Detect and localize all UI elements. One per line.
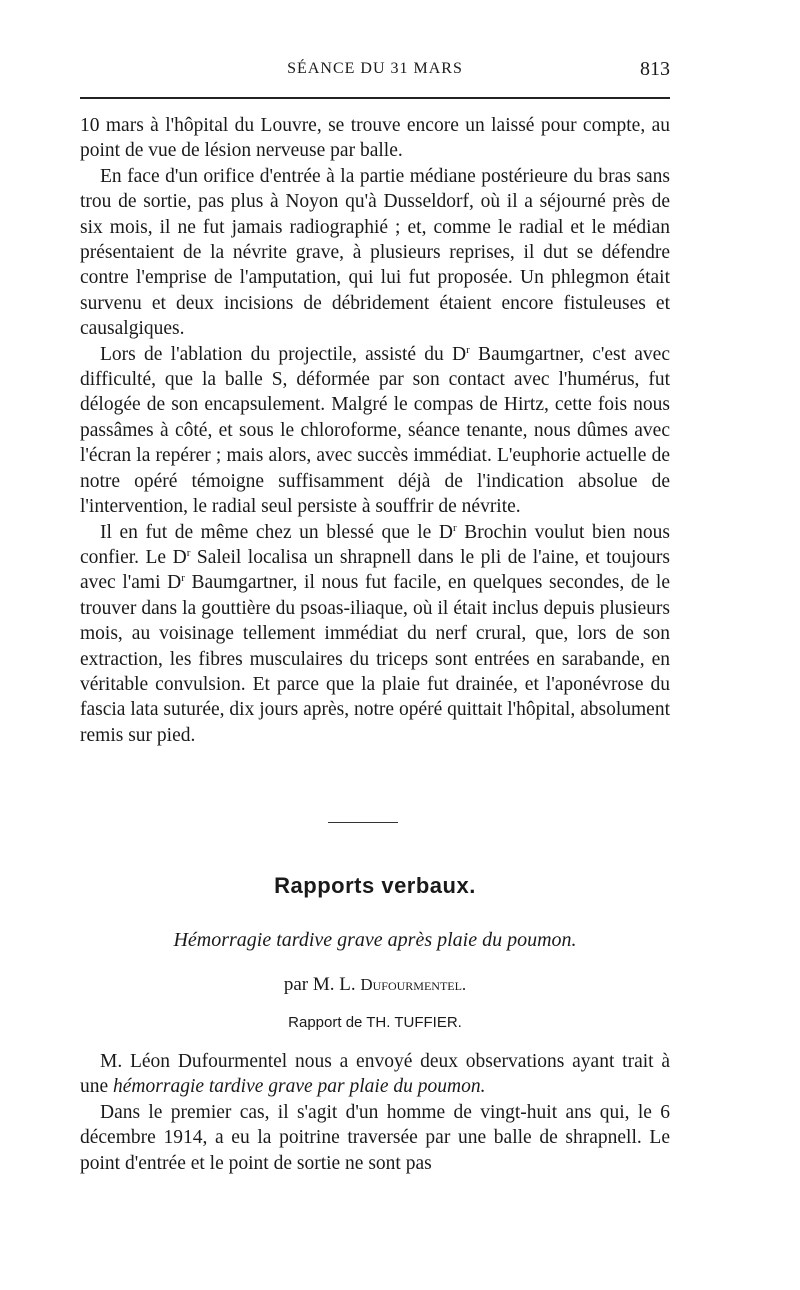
paragraph-4-text-d: Baumgartner, il nous fut facile, en quelques secondes, de le trouver dans la gouttière du psoas-iliaque, où il était inclus depuis plusieurs mois, au voisinage tellement immédiat du nerf crural, que, lors de son extraction, les fibres musculaires du triceps sont entrées en sarabande, en véritable convulsion. Et parce que la plaie fut drainée, et l'aponévrose du fascia lata suturée, dix jours après, notre opéré quittait l'hôpital, absolument remis sur pied. (80, 572, 670, 746)
doctor-superscript: r (452, 521, 457, 534)
paragraph-2: En face d'un orifice d'entrée à la partie médiane postérieure du bras sans trou de sortie, pas plus à Noyon qu'à Dusseldorf, où il a séjourné près de six mois, il ne fut jamais radiographié ; et, comme le radial et le médian présentaient de la névrite grave, à plusieurs reprises, il dut se défendre contre l'emprise de l'amputation, qui lui fut proposée. Un phlegmon était survenu et deux incisions de débridement étaient encore fistuleuses et causalgiques. (80, 165, 670, 340)
doctor-superscript: r (466, 343, 470, 356)
author-name: Dufourmentel. (360, 975, 467, 994)
paragraph-4-text-b: Brochin voulut bien nous confier. Le D (80, 521, 670, 568)
running-title: SÉANCE DU 31 MARS (287, 60, 463, 77)
main-text (80, 113, 670, 748)
section-separator (328, 822, 398, 823)
paragraph-4-text-c: Saleil localisa un shrapnell dans le pli de l'aine, et toujours avec l'ami D (80, 546, 670, 594)
report-paragraph-1-text: M. Léon Dufourmentel nous a envoyé deux observations ayant trait à une (80, 1051, 670, 1098)
paragraph-3 (80, 342, 670, 520)
header-rule (80, 97, 670, 99)
paragraph-3-text-b: Baumgartner, c'est avec difficulté, que la balle S, déformée par son contact avec l'humérus, fut délogée de son encapsulement. Malgré le compas de Hirtz, cette fois nous passâmes à côté, et sous le chloroforme, séance tenante, nous dûmes avec l'écran la repérer ; mais alors, avec succès immédiat. L'euphorie actuelle de notre opéré témoigne suffisamment déjà de l'indication absolue de l'intervention, le radial seul persiste à souffrir de névrite. (80, 343, 670, 518)
report-paragraph-1 (80, 1049, 670, 1100)
page-number: 813 (640, 58, 670, 80)
paragraph-4-text-a: Il en fut de même chez un blessé que le D (100, 521, 453, 543)
paragraph-4 (80, 520, 670, 749)
section-title: Rapports verbaux. (274, 873, 476, 898)
report-text (80, 1049, 670, 1176)
paragraph-1: 10 mars à l'hôpital du Louvre, se trouve encore un laissé pour compte, au point de vue de lésion nerveuse par balle. (80, 115, 670, 162)
report-paragraph-2: Dans le premier cas, il s'agit d'un homme de vingt-huit ans qui, le 6 décembre 1914, a eu la poitrine traversée par une balle de shrapnell. Le point d'entrée et le point de sortie ne sont pas (80, 1101, 670, 1174)
paragraph-3-text-a: Lors de l'ablation du projectile, assisté du D (100, 343, 467, 365)
doctor-superscript: r (186, 546, 191, 559)
page-header (80, 58, 670, 86)
doctor-superscript: r (181, 572, 185, 585)
report-title: Hémorragie tardive grave après plaie du poumon. (173, 929, 577, 951)
report-emphasis: hémorragie tardive grave par plaie du poumon. (113, 1076, 486, 1098)
report-author (80, 974, 670, 996)
rapporteur-line: Rapport de TH. TUFFIER. (288, 1014, 462, 1031)
author-prefix: par M. L. (283, 974, 361, 995)
